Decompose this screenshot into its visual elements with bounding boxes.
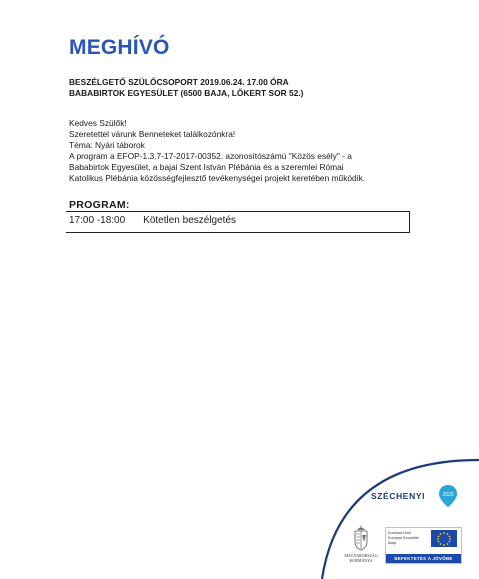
event-details	[69, 77, 409, 99]
hungarian-coat-of-arms-icon	[352, 525, 370, 551]
program-divider-right	[409, 211, 410, 232]
eu-caption-line: Alap	[388, 540, 397, 545]
eu-caption-line: Európai Szociális	[388, 535, 419, 540]
body-line: Téma: Nyári táborok	[69, 140, 145, 151]
program-divider-bottom	[66, 232, 410, 233]
szechenyi-year: 2020	[442, 492, 454, 498]
event-line-date: BESZÉLGETŐ SZÜLŐCSOPORT 2019.06.24. 17.00 ÓRA	[69, 77, 289, 87]
program-time: 17:00 -18:00	[69, 215, 126, 226]
szechenyi-label: SZÉCHENYI	[371, 491, 426, 501]
invitation-body	[69, 118, 409, 185]
hungary-government-caption	[336, 553, 386, 563]
hu-caption-line: MAGYARORSZÁG	[344, 553, 378, 558]
eu-caption	[388, 530, 428, 545]
event-line-location: BABABIRTOK EGYESÜLET (6500 BAJA, LŐKERT SOR 52.)	[69, 88, 304, 98]
program-heading: PROGRAM:	[69, 199, 130, 211]
body-line: Katolikus Plébánia közösségfejlesztő tevékenységei projekt keretében működik.	[69, 173, 366, 184]
program-row	[69, 215, 236, 226]
body-line: Bababirtok Egyesület, a bajai Szent István Plébánia és a szeremlei Római	[69, 162, 344, 173]
eu-slogan-banner: BEFEKTETÉS A JÖVŐBE	[386, 554, 461, 563]
szechenyi-logo	[371, 491, 425, 501]
body-line: A program a EFOP-1.3.7-17-2017-00352. azonosítószámú "Közös esély" - a	[69, 151, 352, 162]
body-line: Kedves Szülők!	[69, 118, 127, 128]
document-title: MEGHÍVÓ	[69, 36, 170, 59]
eu-caption-line: Európai Unió	[388, 530, 412, 535]
szechenyi-pin-icon	[438, 484, 458, 508]
program-activity: Kötetlen beszélgetés	[143, 215, 237, 226]
hu-caption-line: KORMÁNYA	[349, 558, 373, 563]
body-line: Szeretettel várunk Benneteket találkozónkra!	[69, 129, 236, 140]
program-divider-top	[66, 211, 410, 212]
